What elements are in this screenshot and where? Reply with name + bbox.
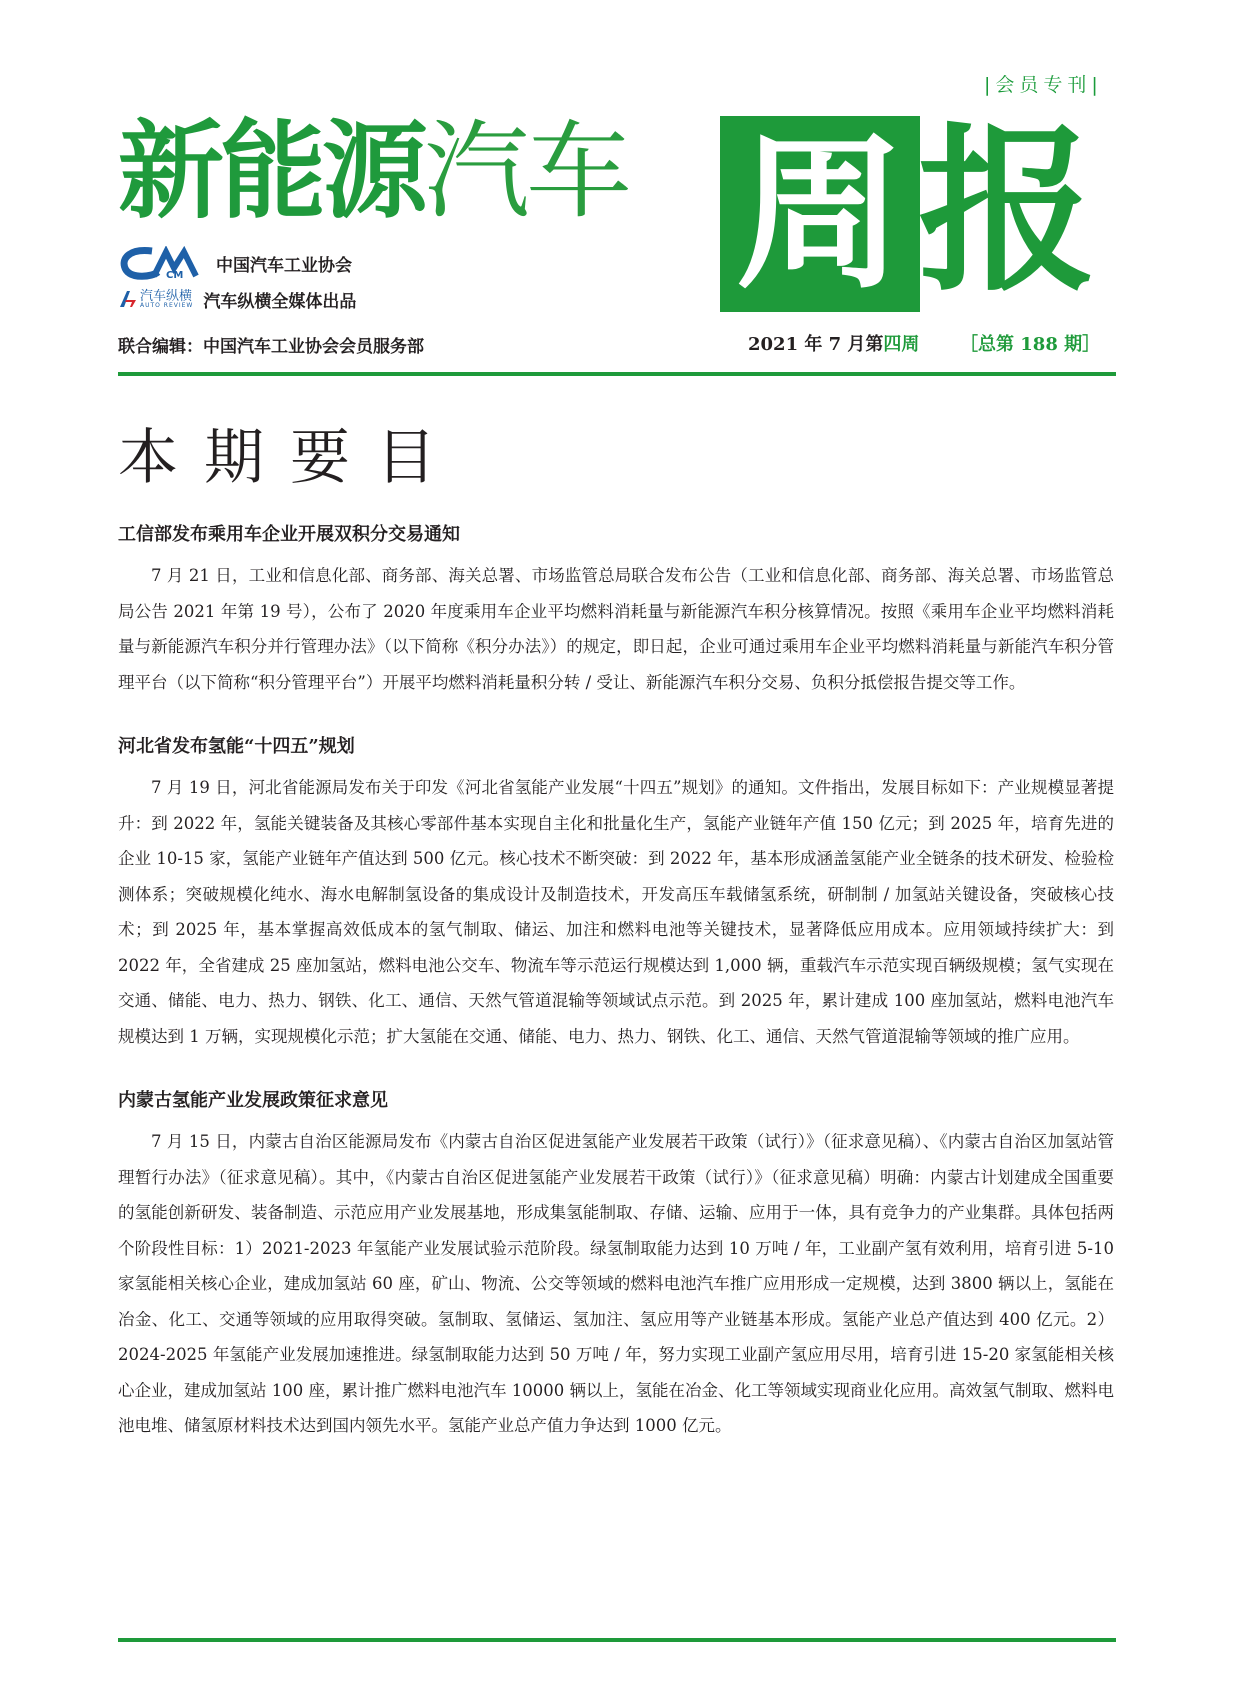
masthead-weekly-box: 周 xyxy=(720,116,920,312)
publisher-row-caam xyxy=(118,246,352,280)
issue-date-prefix: 2021 年 7 月第 xyxy=(748,334,884,355)
section-heading: 本期要目 xyxy=(118,423,462,493)
issue-date xyxy=(748,330,919,356)
footer-divider xyxy=(118,1638,1116,1642)
article-body: 7 月 21 日，工业和信息化部、商务部、海关总署、市场监管总局联合发布公告（工业和信息化部、商务部、海关总署、市场监管总局公告 2021 年第 19 号），公布了 2020 年度乘用车企业平均燃料消耗量与新能源汽车积分核算情况。按照《乘用车企业平均燃料消耗量与新能源汽车积分并行管理办法》（以下简称《积分办法》）的规定，即日起，企业可通过乘用车企业平均燃料消耗量与新能汽车积分管理平台（以下简称“积分管理平台”）开展平均燃料消耗量积分转 / 受让、新能源汽车积分交易、负积分抵偿报告提交等工作。 xyxy=(118,566,1114,692)
publisher-row-autoreview xyxy=(118,282,356,316)
article-inner-mongolia-hydrogen xyxy=(118,1088,1114,1444)
masthead-title-part1: 新能源 xyxy=(118,110,424,233)
auto-review-logo-cn: 汽车纵横 xyxy=(140,288,193,304)
article-dual-credit xyxy=(118,522,1114,700)
article-body: 7 月 19 日，河北省能源局发布关于印发《河北省氢能产业发展“十四五”规划》的通知。文件指出，发展目标如下：产业规模显著提升：到 2022 年，氢能关键装备及其核心零部件基本实现自主化和批量化生产，氢能产业链年产值 150 亿元；到 2025 年，培育先进的企业 10-15 家，氢能产业链年产值达到 500 亿元。核心技术不断突破：到 2022 年，基本形成涵盖氢能产业全链条的技术研发、检验检测体系；突破规模化纯水、海水电解制氢设备的集成设计及制造技术，开发高压车载储氢系统，研制制 / 加氢站关键设备，突破核心技术；到 2025 年，基本掌握高效低成本的氢气制取、储运、加注和燃料电池等关键技术，显著降低应用成本。应用领域持续扩大：到 2022 年，全省建成 25 座加氢站，燃料电池公交车、物流车等示范运行规模达到 1,000 辆，重载汽车示范实现百辆级规模；氢气实现在交通、储能、电力、热力、钢铁、化工、通信、天然气管道混输等领域试点示范。到 2025 年，累计建成 100 座加氢站，燃料电池汽车规模达到 1 万辆，实现规模化示范；扩大氢能在交通、储能、电力、热力、钢铁、化工、通信、天然气管道混输等领域的推广应用。 xyxy=(118,778,1114,1046)
caam-logo-icon xyxy=(118,246,202,280)
header-divider xyxy=(118,372,1116,376)
article-title: 工信部发布乘用车企业开展双积分交易通知 xyxy=(118,524,460,545)
article-hebei-hydrogen xyxy=(118,734,1114,1054)
issue-total-number: ［总第 188 期］ xyxy=(960,334,1101,355)
masthead-title-part2: 汽车 xyxy=(424,110,628,233)
article-title: 内蒙古氢能产业发展政策征求意见 xyxy=(118,1090,388,1111)
joint-editors: 联合编辑：中国汽车工业协会会员服务部 xyxy=(118,337,424,357)
auto-review-logo xyxy=(118,289,193,309)
member-edition-tag: |会员专刊| xyxy=(984,74,1103,96)
article-body: 7 月 15 日，内蒙古自治区能源局发布《内蒙古自治区促进氢能产业发展若干政策（试行）》（征求意见稿）、《内蒙古自治区加氢站管理暂行办法》（征求意见稿）。其中，《内蒙古自治区促进氢能产业发展若干政策（试行）》（征求意见稿）明确：内蒙古计划建成全国重要的氢能创新研发、装备制造、示范应用产业发展基地，形成集氢能制取、存储、运输、应用于一体，具有竞争力的产业集群。具体包括两个阶段性目标：1）2021-2023 年氢能产业发展试验示范阶段。绿氢制取能力达到 10 万吨 / 年，工业副产氢有效利用，培育引进 5-10 家氢能相关核心企业，建成加氢站 60 座，矿山、物流、公交等领域的燃料电池汽车推广应用形成一定规模，达到 3800 辆以上，氢能在冶金、化工、交通等领域的应用取得突破。氢制取、氢储运、氢加注、氢应用等产业链基本形成。氢能产业总产值达到 400 亿元。2）2024-2025 年氢能产业发展加速推进。绿氢制取能力达到 50 万吨 / 年，努力实现工业副产氢应用尽用，培育引进 15-20 家氢能相关核心企业，建成加氢站 100 座，累计推广燃料电池汽车 10000 辆以上，氢能在冶金、化工等领域实现商业化应用。高效氢气制取、燃料电池电堆、储氢原材料技术达到国内领先水平。氢能产业总产值力争达到 1000 亿元。 xyxy=(118,1132,1114,1435)
auto-review-logo-en: AUTO REVIEW xyxy=(140,301,194,309)
caam-logo-letters: CM xyxy=(166,270,184,280)
article-title: 河北省发布氢能“十四五”规划 xyxy=(118,736,355,757)
publisher-caam: 中国汽车工业协会 xyxy=(216,255,352,276)
auto-review-logo-icon xyxy=(118,289,138,309)
masthead-title xyxy=(118,110,628,234)
articles-list xyxy=(118,522,1114,1478)
publisher-autoreview: 汽车纵横全媒体出品 xyxy=(203,291,357,312)
masthead-weekly-text: 报 xyxy=(918,108,1096,315)
issue-date-week: 四周 xyxy=(883,334,920,355)
